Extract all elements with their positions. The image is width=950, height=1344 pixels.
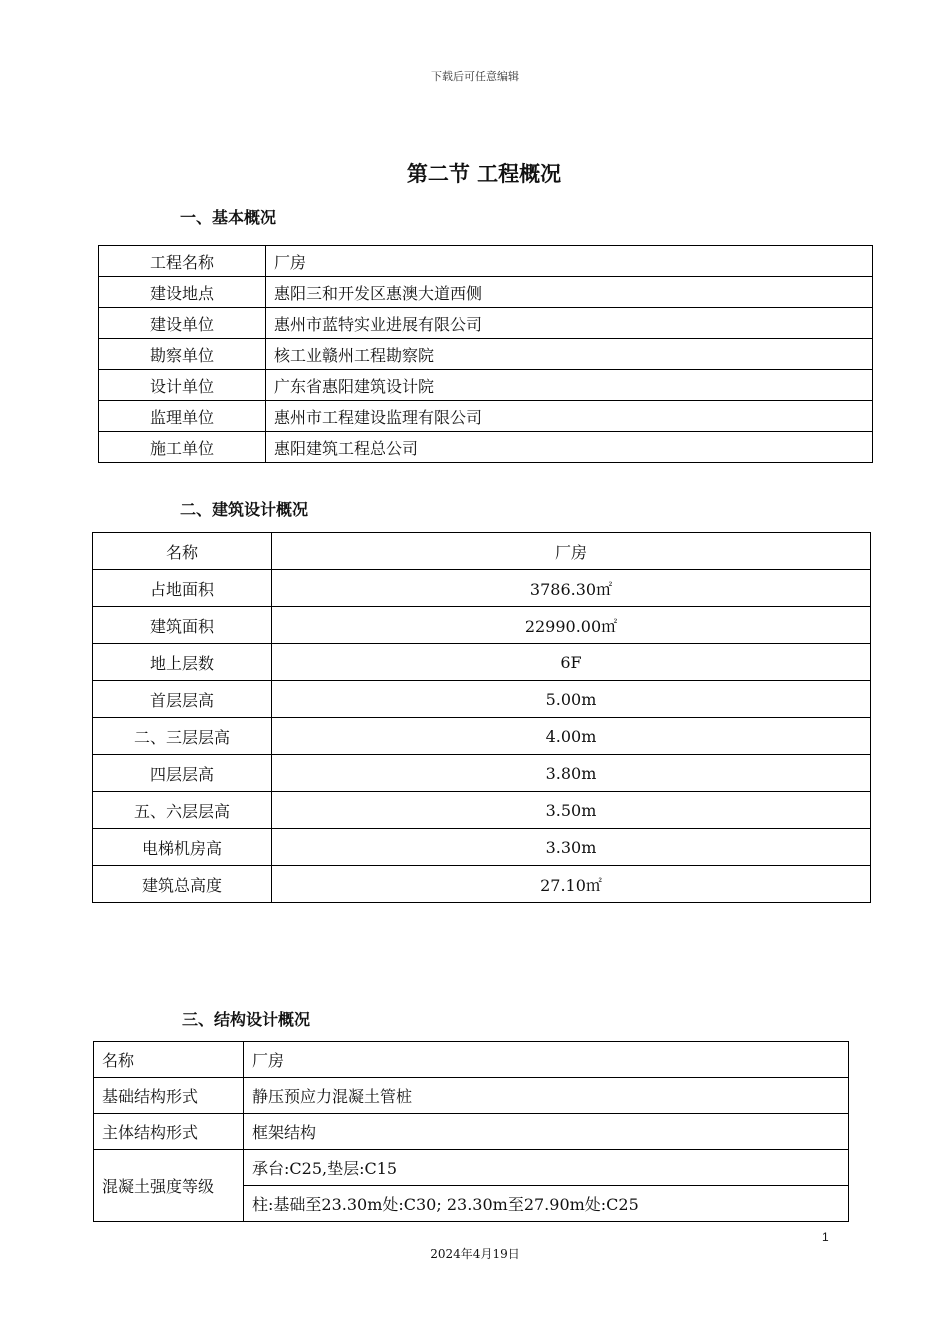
page-title: 第二节 工程概况 (406, 162, 562, 186)
table-row (99, 432, 873, 463)
cell-key: 建筑总高度 (93, 866, 272, 903)
cell-key: 混凝土强度等级 (94, 1150, 244, 1222)
cell-key: 施工单位 (99, 432, 266, 463)
cell-key: 工程名称 (99, 246, 266, 277)
table-row (99, 308, 873, 339)
cell-value: 柱:基础至23.30m处:C30; 23.30m至27.90m处:C25 (244, 1186, 849, 1222)
table-row (99, 370, 873, 401)
table-row (93, 755, 871, 792)
cell-key: 电梯机房高 (93, 829, 272, 866)
cell-key: 名称 (93, 533, 272, 570)
table-row (99, 277, 873, 308)
cell-value: 3786.30㎡ (272, 570, 871, 607)
table-row (94, 1078, 849, 1114)
cell-value: 惠州市蓝特实业进展有限公司 (266, 308, 873, 339)
table-row (94, 1042, 849, 1078)
table-row (93, 829, 871, 866)
cell-key: 主体结构形式 (94, 1114, 244, 1150)
cell-key: 基础结构形式 (94, 1078, 244, 1114)
cell-key: 设计单位 (99, 370, 266, 401)
section-heading-architecture: 二、建筑设计概况 (180, 500, 309, 519)
table-row (93, 607, 871, 644)
cell-value: 3.30m (272, 829, 871, 866)
cell-value: 4.00m (272, 718, 871, 755)
cell-key: 四层层高 (93, 755, 272, 792)
cell-value: 3.80m (272, 755, 871, 792)
cell-value: 框架结构 (244, 1114, 849, 1150)
cell-value: 厂房 (272, 533, 871, 570)
cell-value: 惠阳三和开发区惠澳大道西侧 (266, 277, 873, 308)
page-number: 1 (822, 1230, 829, 1244)
footer-date: 2024年4月19日 (430, 1247, 520, 1261)
cell-value: 厂房 (244, 1042, 849, 1078)
table-row (99, 401, 873, 432)
table-row (99, 246, 873, 277)
cell-key: 首层层高 (93, 681, 272, 718)
table-row (94, 1114, 849, 1150)
cell-value: 3.50m (272, 792, 871, 829)
cell-value: 厂房 (266, 246, 873, 277)
table-row (94, 1150, 849, 1186)
cell-key: 五、六层层高 (93, 792, 272, 829)
cell-value: 22990.00㎡ (272, 607, 871, 644)
table-row (93, 718, 871, 755)
section-heading-structure: 三、结构设计概况 (182, 1010, 311, 1029)
cell-value: 承台:C25,垫层:C15 (244, 1150, 849, 1186)
basic-info-table (98, 245, 873, 463)
table-row (93, 644, 871, 681)
cell-key: 占地面积 (93, 570, 272, 607)
cell-key: 名称 (94, 1042, 244, 1078)
architecture-table (92, 532, 871, 903)
cell-key: 建筑面积 (93, 607, 272, 644)
section-heading-basic: 一、基本概况 (180, 208, 277, 227)
cell-value: 静压预应力混凝土管桩 (244, 1078, 849, 1114)
cell-value: 6F (272, 644, 871, 681)
table-row (93, 866, 871, 903)
cell-value: 惠阳建筑工程总公司 (266, 432, 873, 463)
table-row (93, 681, 871, 718)
cell-key: 勘察单位 (99, 339, 266, 370)
cell-key: 监理单位 (99, 401, 266, 432)
table-row (93, 792, 871, 829)
cell-key: 建设地点 (99, 277, 266, 308)
table-row (99, 339, 873, 370)
table-row (93, 533, 871, 570)
page-header: 下载后可任意编辑 (431, 70, 519, 83)
cell-value: 惠州市工程建设监理有限公司 (266, 401, 873, 432)
structure-table (93, 1041, 849, 1222)
cell-value: 27.10㎡ (272, 866, 871, 903)
table-row (93, 570, 871, 607)
cell-value: 核工业赣州工程勘察院 (266, 339, 873, 370)
cell-key: 地上层数 (93, 644, 272, 681)
cell-value: 广东省惠阳建筑设计院 (266, 370, 873, 401)
cell-key: 二、三层层高 (93, 718, 272, 755)
cell-value: 5.00m (272, 681, 871, 718)
cell-key: 建设单位 (99, 308, 266, 339)
